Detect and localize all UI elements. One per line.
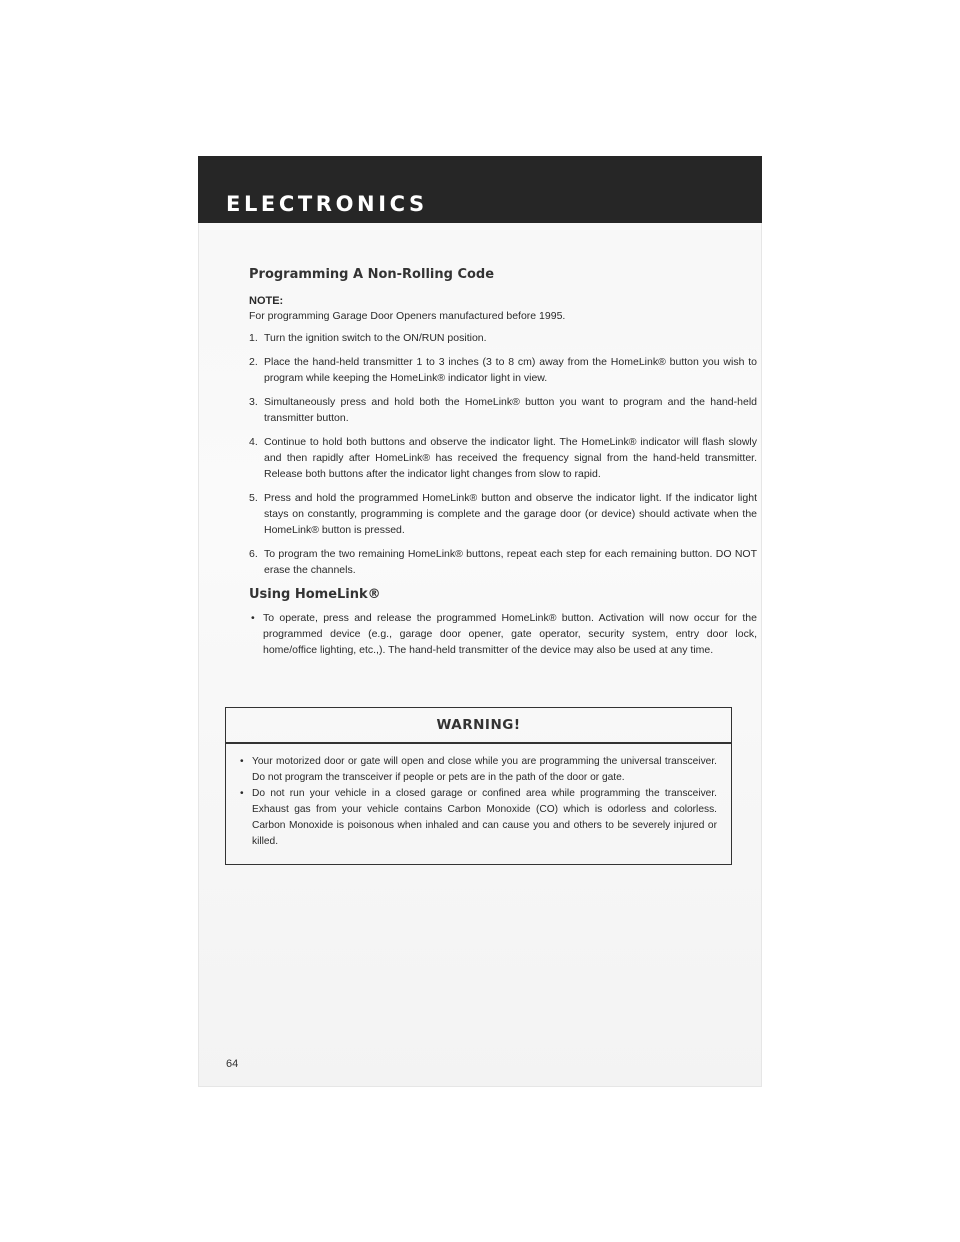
step-number: 3. — [249, 396, 258, 408]
warning-item-text: Do not run your vehicle in a closed garage or confined area while programming the transceiver. Exhaust gas from your vehicle contains Carbon Monoxide (CO) which is odorless and colorless. Carbon Monoxide is poisonous when inhaled and can cause you and others to be severely injured or killed. — [252, 788, 717, 847]
step-text: Simultaneously press and hold both the HomeLink® button you want to program and the hand-held transmitter button. — [264, 396, 757, 424]
warning-list — [238, 754, 717, 850]
step-text: Continue to hold both buttons and observe the indicator light. The HomeLink® indicator will flash slowly and then rapidly after HomeLink® has received the frequency signal from the hand-held transmitter. Release both buttons after the indicator light changes from slow to rapid. — [264, 436, 757, 480]
step-item — [249, 546, 757, 578]
warning-item-text: Your motorized door or gate will open and close while you are programming the universal transceiver. Do not program the transceiver if people or pets are in the path of the door or gate. — [252, 756, 717, 783]
list-item — [249, 610, 757, 658]
list-item-text: To operate, press and release the programmed HomeLink® button. Activation will now occur for the programmed device (e.g., garage door opener, gate operator, security system, entry door lock, home/office lighting, etc.,). The hand-held transmitter of the device may also be used at any time. — [263, 612, 757, 656]
bullet-icon: • — [240, 788, 244, 799]
step-text: To program the two remaining HomeLink® buttons, repeat each step for each remaining button. DO NOT erase the channels. — [264, 548, 757, 576]
step-number: 4. — [249, 436, 258, 448]
warning-box — [225, 707, 732, 865]
warning-item — [238, 754, 717, 786]
step-text: Press and hold the programmed HomeLink® button and observe the indicator light. If the indicator light stays on constantly, programming is complete and the garage door (or device) should activate when the HomeLink® button is pressed. — [264, 492, 757, 536]
step-text: Turn the ignition switch to the ON/RUN position. — [264, 332, 487, 344]
step-item — [249, 354, 757, 386]
step-number: 2. — [249, 356, 258, 368]
manual-page — [198, 156, 762, 1087]
step-number: 5. — [249, 492, 258, 504]
step-number: 1. — [249, 332, 258, 344]
section-title: ELECTRONICS — [226, 192, 428, 216]
programming-steps-list — [249, 330, 757, 578]
warning-item — [238, 786, 717, 850]
heading-programming-non-rolling-code: Programming A Non-Rolling Code — [249, 267, 495, 282]
step-item — [249, 490, 757, 538]
heading-using-homelink: Using HomeLink® — [249, 587, 381, 602]
page-number: 64 — [226, 1058, 239, 1070]
bullet-icon: • — [251, 612, 255, 624]
step-number: 6. — [249, 548, 258, 560]
note-text: For programming Garage Door Openers manufactured before 1995. — [249, 310, 566, 322]
step-text: Place the hand-held transmitter 1 to 3 inches (3 to 8 cm) away from the HomeLink® button you wish to program while keeping the HomeLink® indicator light in view. — [264, 356, 757, 384]
bullet-icon: • — [240, 756, 244, 767]
step-item — [249, 434, 757, 482]
using-homelink-list — [249, 610, 757, 658]
step-item — [249, 394, 757, 426]
step-item — [249, 330, 757, 346]
warning-title: WARNING! — [226, 708, 731, 744]
section-header-bar — [198, 156, 762, 223]
page-content — [249, 266, 757, 662]
note-label: NOTE: — [249, 295, 284, 307]
